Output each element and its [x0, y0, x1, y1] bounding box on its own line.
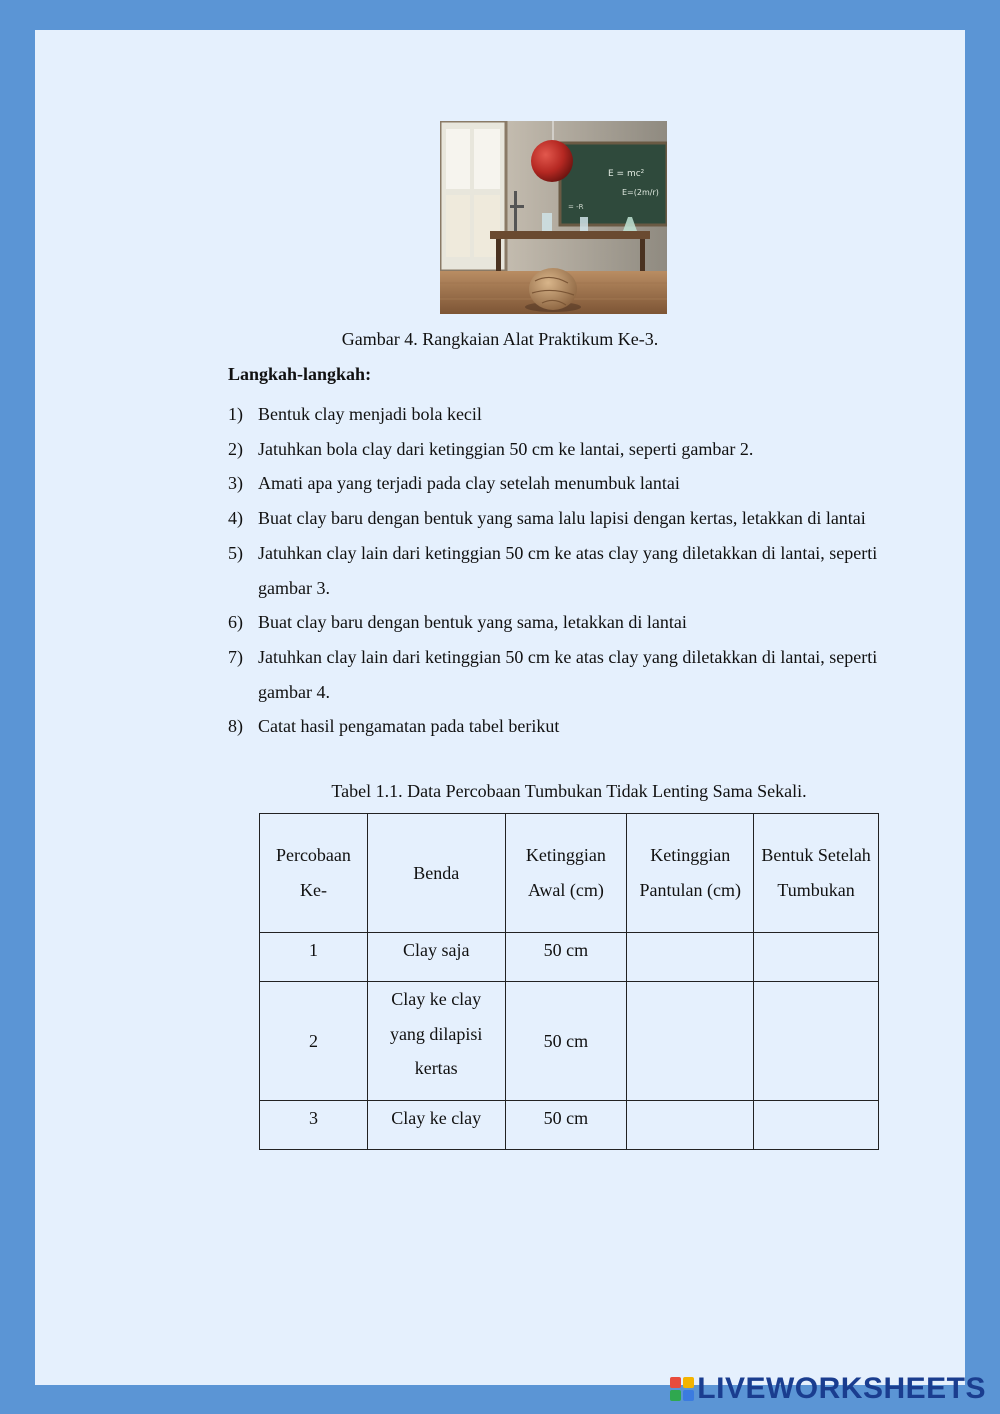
- step-number: 6): [228, 612, 243, 633]
- svg-text:E=(2m/r): E=(2m/r): [622, 188, 659, 197]
- list-item: [228, 536, 888, 605]
- cell-benda: Clay ke clay: [367, 1101, 505, 1150]
- step-number: 4): [228, 508, 243, 529]
- step-text: Buat clay baru dengan bentuk yang sama lalu lapisi dengan kertas, letakkan di lantai: [258, 508, 866, 529]
- step-number: 2): [228, 438, 243, 459]
- data-table: [259, 813, 879, 1150]
- cell-pantulan-input[interactable]: [627, 982, 754, 1101]
- list-item: [228, 432, 888, 467]
- step-text: Jatuhkan bola clay dari ketinggian 50 cm ke lantai, seperti gambar 2.: [258, 438, 754, 459]
- step-text: Amati apa yang terjadi pada clay setelah menumbuk lantai: [258, 473, 680, 494]
- cell-benda: Clay ke clay yang dilapisi kertas: [367, 982, 505, 1101]
- step-text: Bentuk clay menjadi bola kecil: [258, 404, 482, 424]
- cell-bentuk-input[interactable]: [754, 982, 879, 1101]
- cell-bentuk-input[interactable]: [754, 1101, 879, 1150]
- steps-heading: Langkah-langkah:: [228, 364, 372, 384]
- cell-benda: Clay saja: [367, 933, 505, 982]
- cell-no: 2: [260, 982, 368, 1101]
- list-item: [228, 605, 888, 640]
- table-header-row: [260, 814, 879, 933]
- table-caption: Tabel 1.1. Data Percobaan Tumbukan Tidak Lenting Sama Sekali.: [331, 781, 807, 801]
- header-ketinggian-pantulan: Ketinggian Pantulan (cm): [627, 814, 754, 933]
- cell-pantulan-input[interactable]: [627, 933, 754, 982]
- logo-text: LIVEWORKSHEETS: [697, 1372, 986, 1405]
- table-row: [260, 1101, 879, 1150]
- cell-awal: 50 cm: [505, 1101, 627, 1150]
- cell-pantulan-input[interactable]: [627, 1101, 754, 1150]
- svg-text:E = mc²: E = mc²: [608, 169, 645, 179]
- list-item: [228, 501, 888, 536]
- header-percobaan: Percobaan Ke-: [260, 814, 368, 933]
- step-text: Catat hasil pengamatan pada tabel berikut: [258, 716, 560, 737]
- header-bentuk: Bentuk Setelah Tumbukan: [754, 814, 879, 933]
- header-benda: Benda: [367, 814, 505, 933]
- list-item: [228, 640, 888, 709]
- step-text: Jatuhkan clay lain dari ketinggian 50 cm ke atas clay yang diletakkan di lantai, seperti gambar 3.: [258, 542, 878, 598]
- classroom-clay-ball-photo: [440, 121, 667, 314]
- cell-no: 3: [260, 1101, 368, 1150]
- cell-bentuk-input[interactable]: [754, 933, 879, 982]
- table-row: [260, 982, 879, 1101]
- steps-list: [228, 397, 888, 744]
- figure-caption: Gambar 4. Rangkaian Alat Praktikum Ke-3.: [341, 329, 659, 349]
- step-number: 3): [228, 473, 243, 494]
- step-number: 7): [228, 646, 243, 667]
- cell-awal: 50 cm: [505, 982, 627, 1101]
- step-text: Buat clay baru dengan bentuk yang sama, letakkan di lantai: [258, 612, 687, 633]
- cell-awal: 50 cm: [505, 933, 627, 982]
- list-item: [228, 709, 888, 744]
- cell-no: 1: [260, 933, 368, 982]
- worksheet-page: [35, 30, 965, 1385]
- table-row: [260, 933, 879, 982]
- liveworksheets-logo[interactable]: [670, 1372, 986, 1406]
- step-text: Jatuhkan clay lain dari ketinggian 50 cm ke atas clay yang diletakkan di lantai, seperti gambar 4.: [258, 646, 878, 702]
- liveworksheets-logo-icon: [670, 1377, 694, 1401]
- svg-text:= -R: = -R: [568, 203, 584, 211]
- list-item: [228, 466, 888, 501]
- step-number: 8): [228, 716, 243, 737]
- header-ketinggian-awal: Ketinggian Awal (cm): [505, 814, 627, 933]
- list-item: [228, 397, 888, 432]
- step-number: 5): [228, 542, 243, 563]
- step-number: 1): [228, 404, 243, 424]
